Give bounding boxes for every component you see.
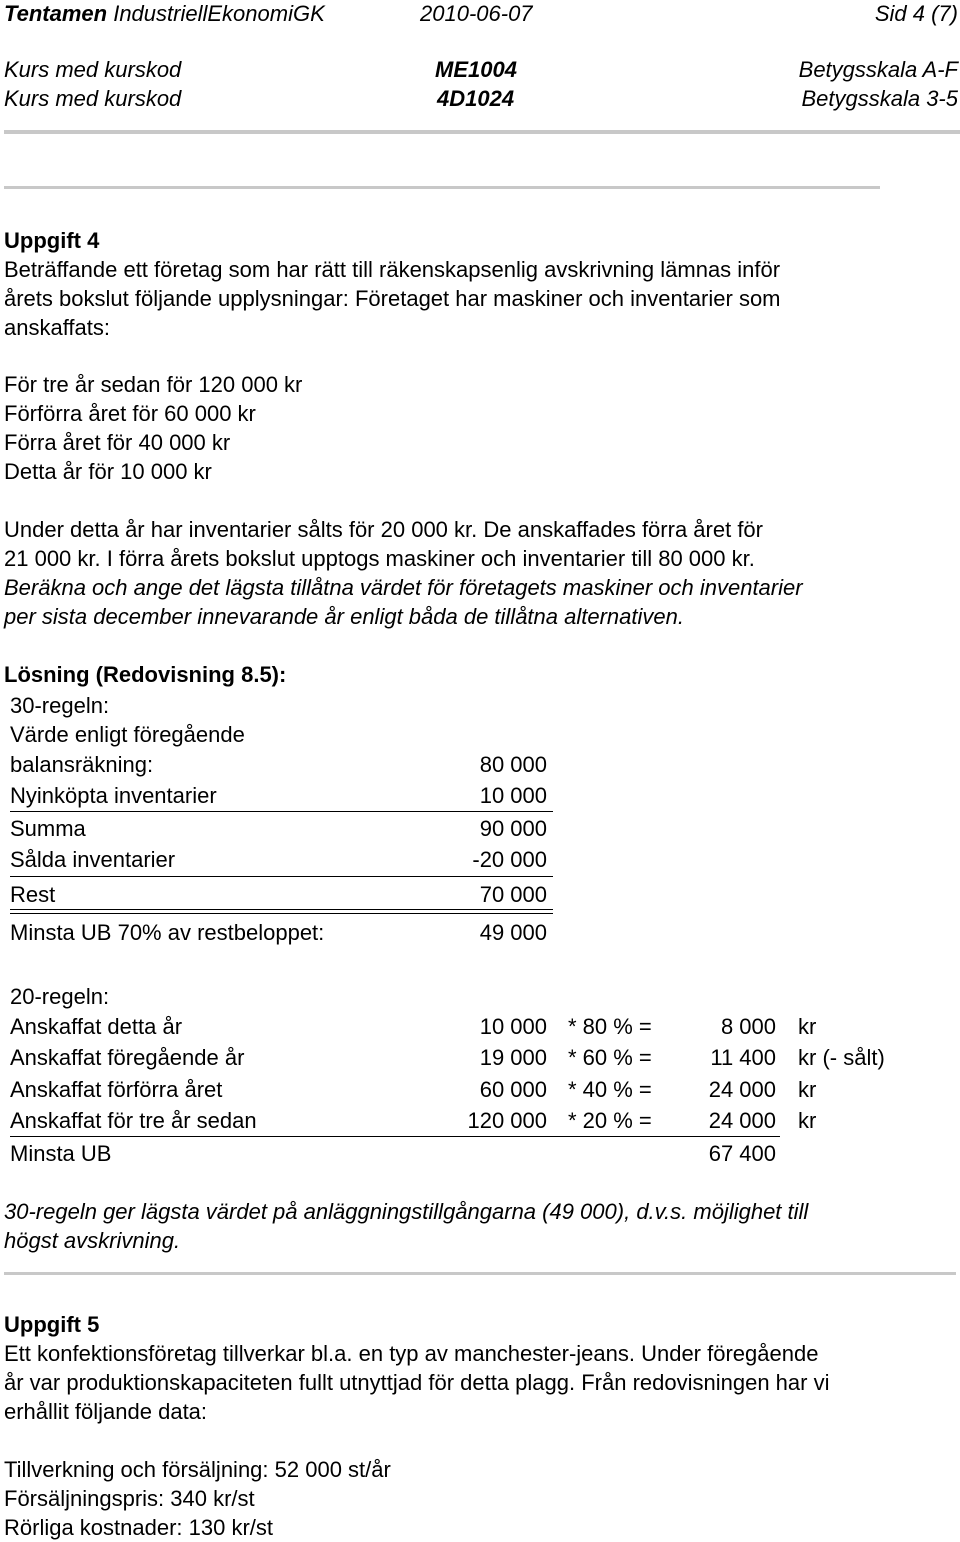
rule20-row-amount: 19 000: [479, 1045, 547, 1070]
header-page-number: Sid 4 (7): [874, 1, 958, 26]
purchase-line: För tre år sedan för 120 000 kr: [4, 372, 303, 397]
rule20-row-result: 8 000: [720, 1014, 776, 1039]
header-course-code-1: ME1004: [435, 57, 517, 82]
rule30-underline-rest: [10, 876, 553, 877]
header-course-title: [4, 0, 325, 28]
purchase-line: Detta år för 10 000 kr: [4, 459, 212, 484]
task4-question-line: Beräkna och ange det lägsta tillåtna värdet för företagets maskiner och inventarier: [4, 575, 803, 600]
rule30-double-underline-a: [10, 909, 553, 910]
task4-intro-line: årets bokslut följande upplysningar: Företaget har maskiner och inventarier som: [4, 286, 781, 311]
rule20-total-label: Minsta UB: [10, 1141, 112, 1166]
task4-intro-line: anskaffats:: [4, 315, 110, 340]
solution-title: Lösning (Redovisning 8.5):: [4, 662, 287, 687]
rule30-row-label: Minsta UB 70% av restbeloppet:: [10, 920, 325, 945]
section-divider-top: [4, 186, 880, 189]
rule20-row-amount: 60 000: [479, 1077, 547, 1102]
conclusion-line: 30-regeln ger lägsta värdet på anläggningstillgångarna (49 000), d.v.s. möjlighet till: [4, 1199, 809, 1224]
rule20-row-pct: * 60 % =: [568, 1045, 652, 1070]
task4-title: Uppgift 4: [4, 228, 100, 253]
rule20-row-amount: 10 000: [479, 1014, 547, 1039]
rule30-double-underline-b: [10, 913, 553, 914]
rule30-underline-sum: [10, 811, 553, 812]
rule30-line: Värde enligt föregående: [10, 722, 245, 747]
rule20-row-result: 11 400: [710, 1045, 776, 1070]
header-course-label-1: Kurs med kurskod: [4, 57, 182, 82]
task5-data-line: Rörliga kostnader: 130 kr/st: [4, 1515, 274, 1540]
rule20-row-label: Anskaffat för tre år sedan: [10, 1108, 257, 1133]
header-course-code-2: 4D1024: [437, 86, 515, 111]
rule20-row-unit: kr: [798, 1014, 817, 1039]
rule30-row-value: 70 000: [479, 882, 547, 907]
rule30-title: 30-regeln:: [10, 693, 110, 718]
header-grading-scale-2: Betygsskala 3-5: [801, 86, 958, 111]
task4-info-line: 21 000 kr. I förra årets bokslut upptogs maskiner och inventarier till 80 000 kr.: [4, 546, 755, 571]
rule20-row-pct: * 80 % =: [568, 1014, 652, 1039]
task5-intro-line: år var produktionskapaciteten fullt utnyttjad för detta plagg. Från redovisningen har vi: [4, 1370, 830, 1395]
task5-intro-line: erhållit följande data:: [4, 1399, 208, 1424]
task5-data-line: Försäljningspris: 340 kr/st: [4, 1486, 255, 1511]
rule20-row-result: 24 000: [708, 1108, 776, 1133]
rule30-row-value: -20 000: [472, 847, 547, 872]
rule20-underline: [10, 1136, 780, 1137]
rule30-row-label: Summa: [10, 816, 86, 841]
task4-intro-line: Beträffande ett företag som har rätt till räkenskapsenlig avskrivning lämnas inför: [4, 257, 781, 282]
rule20-row-label: Anskaffat föregående år: [10, 1045, 245, 1070]
rule30-row-label: balansräkning:: [10, 752, 154, 777]
header-grading-scale-1: Betygsskala A-F: [798, 57, 958, 82]
purchase-line: Förförra året för 60 000 kr: [4, 401, 256, 426]
rule20-row-label: Anskaffat detta år: [10, 1014, 183, 1039]
rule20-row-unit: kr (- sålt): [798, 1045, 885, 1070]
rule30-row-value: 49 000: [479, 920, 547, 945]
section-divider-bottom: [4, 1272, 956, 1275]
rule30-row-value: 90 000: [479, 816, 547, 841]
rule20-row-pct: * 40 % =: [568, 1077, 652, 1102]
rule20-row-unit: kr: [798, 1077, 817, 1102]
task4-info-line: Under detta år har inventarier sålts för 20 000 kr. De anskaffades förra året för: [4, 517, 763, 542]
rule20-row-pct: * 20 % =: [568, 1108, 652, 1133]
header-exam-name: IndustriellEkonomiGK: [107, 1, 325, 26]
header-exam-label: Tentamen: [4, 1, 108, 26]
header-date: 2010-06-07: [420, 1, 533, 26]
rule20-title: 20-regeln:: [10, 984, 110, 1009]
rule20-total-value: 67 400: [708, 1141, 776, 1166]
header-course-label-2: Kurs med kurskod: [4, 86, 182, 111]
header-divider: [4, 130, 960, 134]
conclusion-line: högst avskrivning.: [4, 1228, 181, 1253]
rule20-row-amount: 120 000: [467, 1108, 547, 1133]
rule20-row-unit: kr: [798, 1108, 817, 1133]
task5-intro-line: Ett konfektionsföretag tillverkar bl.a. en typ av manchester-jeans. Under föregående: [4, 1341, 819, 1366]
rule30-row-value: 80 000: [479, 752, 547, 777]
rule20-row-label: Anskaffat förförra året: [10, 1077, 223, 1102]
rule30-row-label: Rest: [10, 882, 56, 907]
rule30-row-value: 10 000: [479, 783, 547, 808]
task4-question-line: per sista december innevarande år enligt båda de tillåtna alternativen.: [4, 604, 684, 629]
rule30-row-label: Sålda inventarier: [10, 847, 176, 872]
rule30-row-label: Nyinköpta inventarier: [10, 783, 217, 808]
task5-data-line: Tillverkning och försäljning: 52 000 st/år: [4, 1457, 391, 1482]
purchase-line: Förra året för 40 000 kr: [4, 430, 231, 455]
rule20-row-result: 24 000: [708, 1077, 776, 1102]
task5-title: Uppgift 5: [4, 1312, 100, 1337]
